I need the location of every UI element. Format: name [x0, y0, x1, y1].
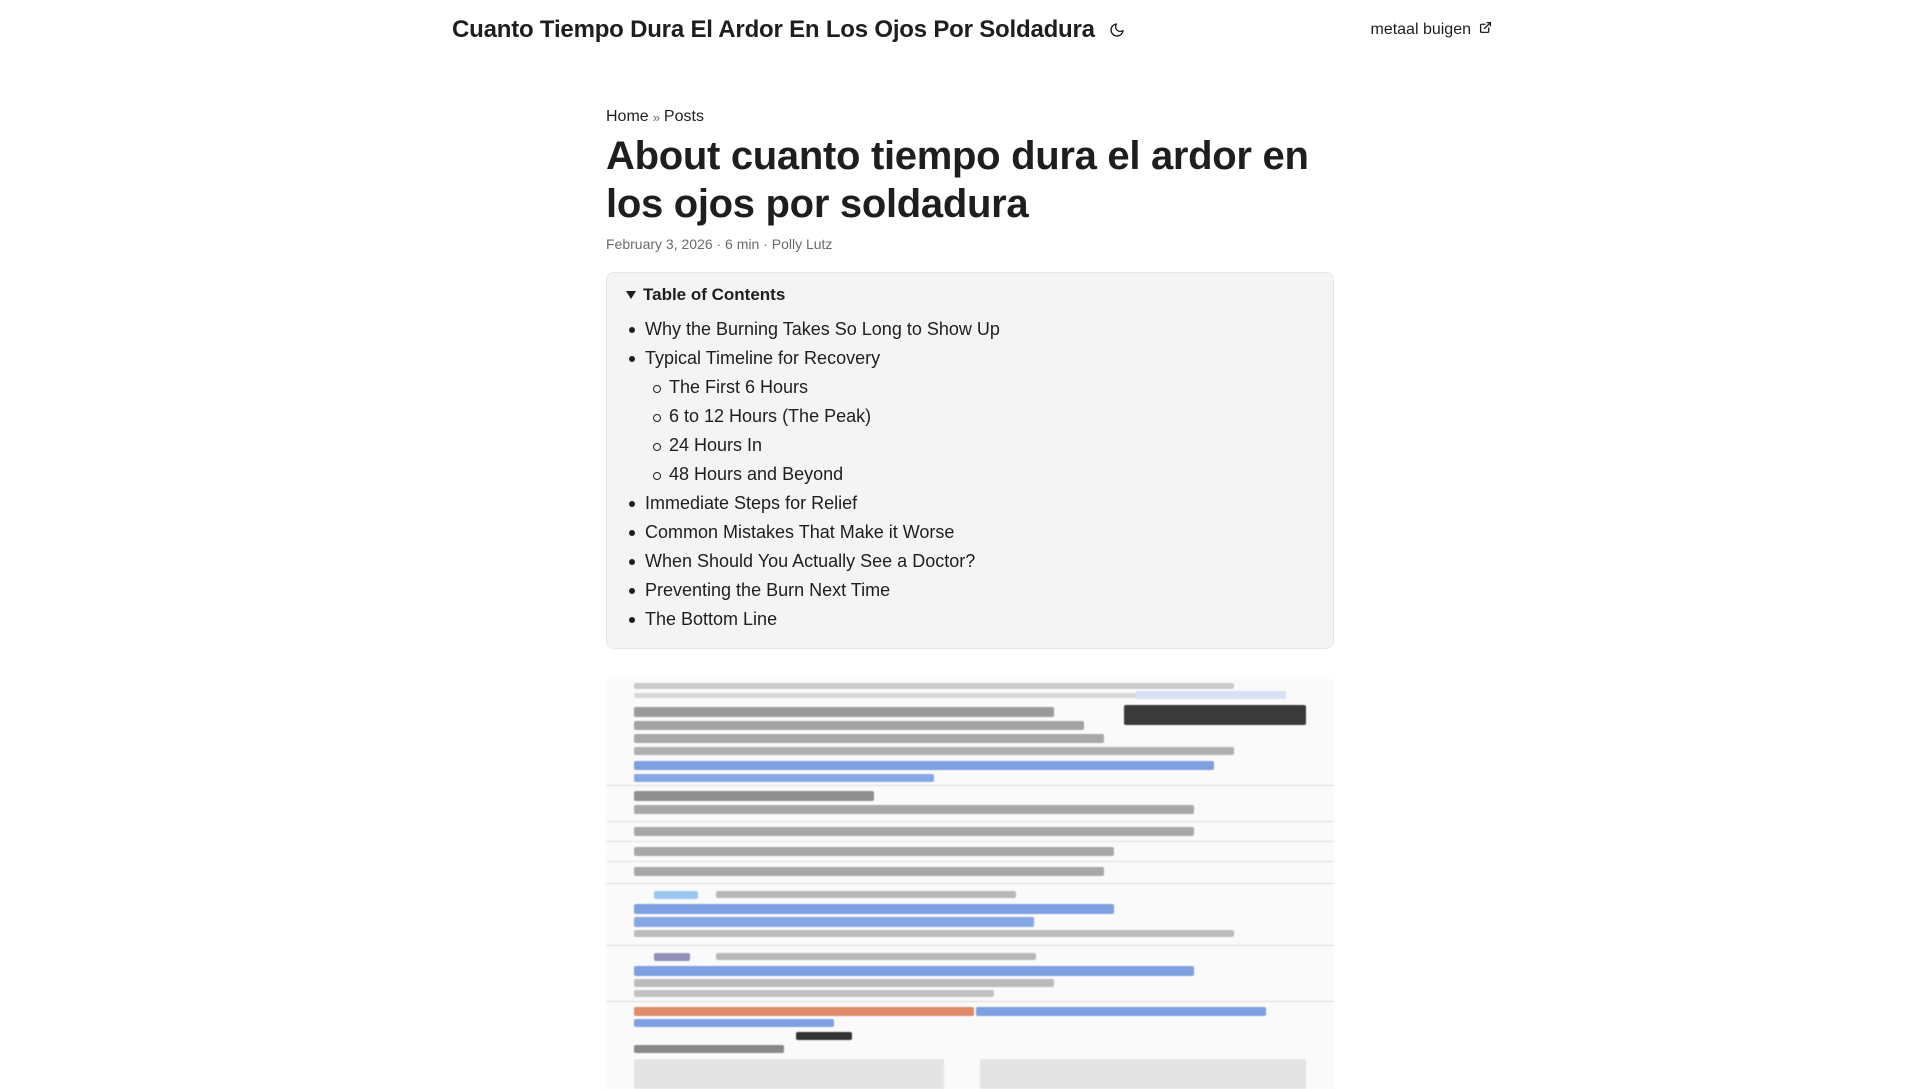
toc-link[interactable]: 24 Hours In	[669, 435, 763, 455]
toc-item	[625, 605, 1315, 634]
toc-item	[625, 489, 1315, 518]
toc-link[interactable]: Common Mistakes That Make it Worse	[645, 522, 955, 542]
moon-icon[interactable]	[1107, 20, 1127, 40]
breadcrumb-posts[interactable]: Posts	[663, 108, 704, 125]
toc-item	[625, 547, 1315, 576]
post-title: About cuanto tiempo dura el ardor en los ojos por soldadura	[606, 134, 1309, 226]
toc-link[interactable]: The Bottom Line	[645, 609, 778, 629]
cover-image	[606, 679, 1334, 1089]
toc-link[interactable]: Immediate Steps for Relief	[645, 493, 858, 513]
brand	[452, 16, 1127, 44]
post-meta: February 3, 2026 · 6 min · Polly Lutz	[606, 236, 833, 252]
toc-list	[625, 315, 1315, 634]
toc-subitem	[649, 431, 1315, 460]
breadcrumb	[606, 108, 1334, 126]
caret-down-icon	[625, 289, 637, 301]
toc-link[interactable]: Preventing the Burn Next Time	[645, 580, 891, 600]
menu-link-label: metaal buigen	[1370, 21, 1471, 38]
site-title-link[interactable]: Cuanto Tiempo Dura El Ardor En Los Ojos Por Soldadura	[452, 16, 1095, 43]
table-of-contents	[606, 272, 1334, 649]
toc-link[interactable]: The First 6 Hours	[669, 377, 809, 397]
toc-subitem	[649, 402, 1315, 431]
toc-item	[625, 576, 1315, 605]
external-link-icon	[1479, 21, 1492, 39]
toc-link[interactable]: 6 to 12 Hours (The Peak)	[669, 406, 872, 426]
toc-link[interactable]: Why the Burning Takes So Long to Show Up	[645, 319, 1000, 339]
toc-link[interactable]: When Should You Actually See a Doctor?	[645, 551, 976, 571]
toc-sublist	[649, 373, 1315, 489]
toc-item	[625, 518, 1315, 547]
breadcrumb-separator: »	[652, 109, 660, 125]
toc-summary[interactable]	[625, 285, 1315, 305]
breadcrumb-home[interactable]: Home	[606, 108, 649, 125]
toc-link[interactable]: 48 Hours and Beyond	[669, 464, 844, 484]
metaal-buigen-link[interactable]	[1370, 21, 1492, 39]
toc-subitem	[649, 373, 1315, 402]
toc-link[interactable]: Typical Timeline for Recovery	[645, 348, 881, 368]
toc-item	[625, 344, 1315, 489]
toc-subitem	[649, 460, 1315, 489]
main-content	[606, 108, 1334, 1089]
toc-item	[625, 315, 1315, 344]
site-header	[452, 0, 1492, 60]
toc-summary-label: Table of Contents	[643, 285, 786, 304]
